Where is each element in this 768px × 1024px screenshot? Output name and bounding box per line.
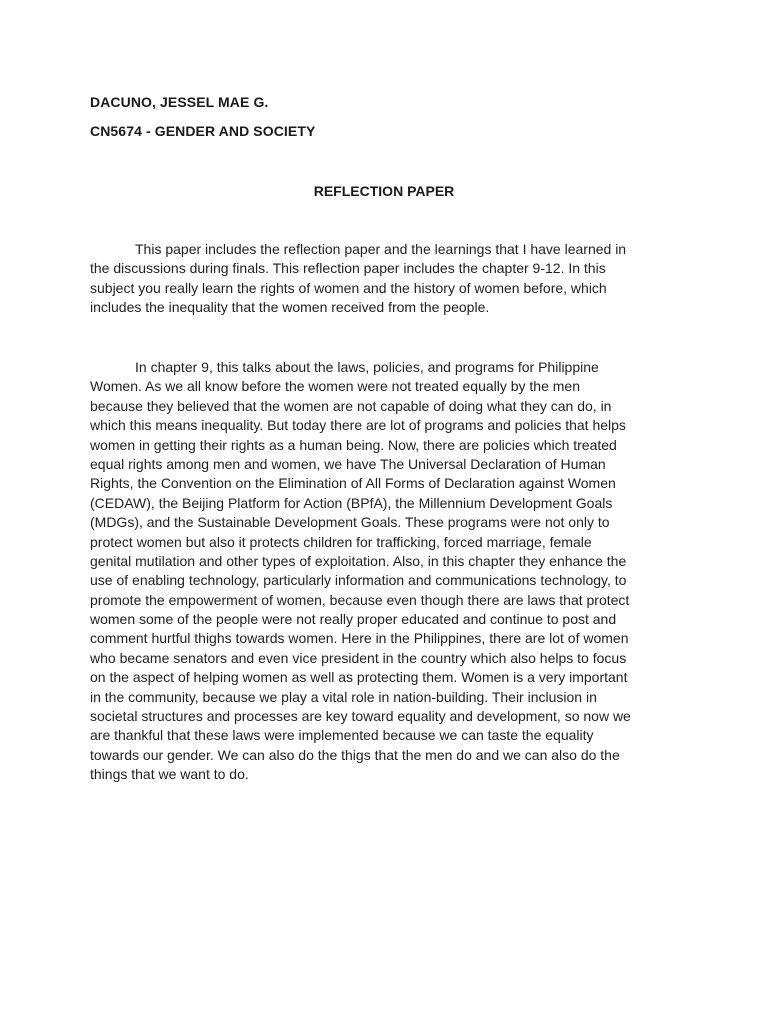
paragraph-line: (MDGs), and the Sustainable Development Goals. These programs were not only to (90, 514, 610, 531)
paragraph-intro (90, 240, 690, 318)
paragraph-chapter-9 (90, 358, 690, 785)
document-title: REFLECTION PAPER (313, 183, 455, 199)
paragraph-line: subject you really learn the rights of women and the history of women before, which (90, 279, 607, 296)
paragraph-line: This paper includes the reflection paper and the learnings that I have learned in (135, 241, 627, 257)
paragraph-line: (CEDAW), the Beijing Platform for Action (BPfA), the Millennium Development Goals (90, 494, 613, 511)
paragraph-line: on the aspect of helping women as well as protecting them. Women is a very important (90, 669, 628, 686)
paragraph-line: women some of the people were not really proper educated and continue to post and (90, 611, 617, 628)
paragraph-line: protect women but also it protects children for trafficking, forced marriage, female (90, 533, 592, 550)
paragraph-line: genital mutilation and other types of exploitation. Also, in this chapter they enhance the (90, 552, 627, 569)
paragraph-line: which this means inequality. But today there are lot of programs and policies that helps (90, 417, 626, 434)
author-name: DACUNO, JESSEL MAE G. (90, 94, 269, 110)
paragraph-line: equal rights among men and women, we have The Universal Declaration of Human (90, 455, 606, 472)
paragraph-line: women in getting their rights as a human being. Now, there are policies which treated (90, 436, 617, 453)
paragraph-line: are thankful that these laws were implemented because we can taste the equality (90, 727, 594, 744)
paragraph-line: Women. As we all know before the women were not treated equally by the men (90, 378, 581, 395)
paragraph-line: includes the inequality that the women received from the people. (90, 299, 490, 316)
paragraph-line: towards our gender. We can also do the thigs that the men do and we can also do the (90, 746, 620, 763)
course-title: CN5674 - GENDER AND SOCIETY (90, 123, 316, 139)
paragraph-line: because they believed that the women are not capable of doing what they can do, in (90, 397, 612, 414)
paragraph-line: Rights, the Convention on the Elimination of All Forms of Declaration against Women (90, 475, 616, 492)
paragraph-line: in the community, because we play a vital role in nation-building. Their inclusion in (90, 688, 597, 705)
paragraph-line: who became senators and even vice president in the country which also helps to focus (90, 649, 627, 666)
paragraph-line: things that we want to do. (90, 766, 249, 783)
paragraph-line: the discussions during finals. This reflection paper includes the chapter 9-12. In this (90, 260, 606, 277)
paragraph-line: comment hurtful thighs towards women. Here in the Philippines, there are lot of women (90, 630, 629, 647)
paragraph-line: societal structures and processes are key toward equality and development, so now we (90, 708, 631, 725)
paragraph-line: promote the empowerment of women, because even though there are laws that protect (90, 591, 630, 608)
paragraph-line: In chapter 9, this talks about the laws, policies, and programs for Philippine (135, 359, 599, 375)
paragraph-line: use of enabling technology, particularly information and communications technology, to (90, 572, 627, 589)
